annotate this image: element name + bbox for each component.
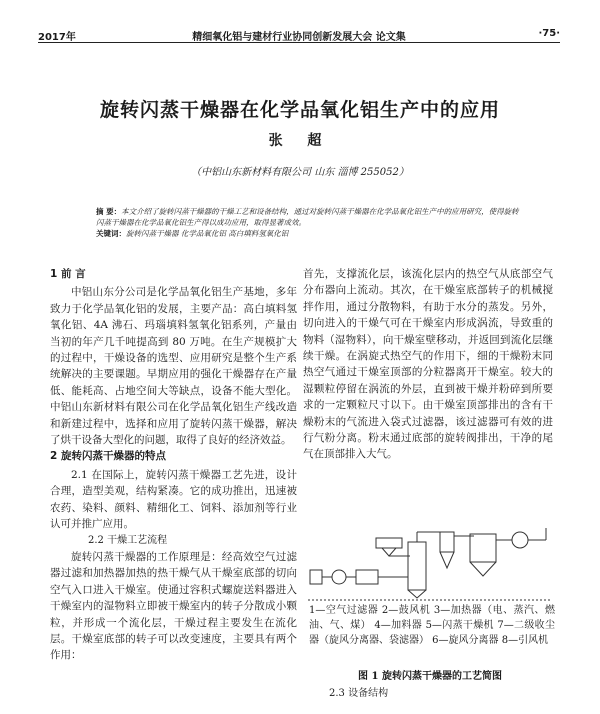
abstract-label: 摘 要： [96, 207, 122, 216]
paper-title: 旋转闪蒸干燥器在化学品氧化铝生产中的应用 [99, 99, 500, 121]
left-column [50, 266, 297, 664]
abstract-paragraph [96, 206, 520, 228]
right-column-paragraph: 首先，支撑流化层，该流化层内的热空气从底部空气分布器向上流动。其次，在干燥室底部转子的机械搅拌作用，通过分散物料，有助于水分的蒸发。另外，切向进入的干燥气可在干燥室内形成涡流，导致重的物料（湿物料），向干燥室壁移动，并返回到流化层继续干燥。在涡旋式热空气的作用下，细的干燥粉末同热空气通过干燥室顶部的分粒器离开干燥室。较大的湿颗粒停留在涡流的外层，直到被干燥并粉碎到所要求的一定颗粒尺寸以下。由干燥室顶部排出的含有干燥粉末的气流进入袋式过滤器，该过滤器可有效的进行气粉分离。粉末通过底部的旋转阀排出，干净的尾气在顶部排入大气。 [303, 268, 553, 461]
figure-caption: 图 1 旋转闪蒸干燥器的工艺简图 [358, 671, 502, 682]
affiliation: （中铝山东新材料有限公司 山东 淄博 255052） [191, 167, 409, 178]
header-year: 2017年 [38, 32, 76, 43]
feeder-shape [376, 538, 402, 548]
header-rule [38, 42, 560, 43]
air-filter-shape [310, 570, 322, 584]
section-1-heading: 1 前 言 [50, 268, 86, 280]
header-proceedings: 精细氧化铝与建材行业协同创新发展大会 论文集 [192, 32, 406, 43]
flash-dryer-shape [408, 542, 426, 590]
right-column [303, 266, 553, 463]
cyclone-shape [440, 532, 454, 552]
secondary-collector-shape [470, 534, 496, 562]
section-2-2-heading: 2.2 干燥工艺流程 [88, 534, 168, 546]
blower-shape [332, 570, 346, 584]
keywords-text: 旋转闪蒸干燥器 化学品氧化铝 高白填料氢氧化铝 [126, 229, 289, 238]
section-1-paragraph: 中铝山东分公司是化学品氧化铝生产基地，多年致力于化学品氧化铝的发展，主要产品：高白填料氢氧化铝、4A 沸石、玛瑙填料氢氧化铝系列，产量由当初的年产几千吨提高到 80 万吨。在生产规模扩大的过程中，干燥设备的选型、应用研究是整个生产系统解决的主要课题。早期应用的强化干燥器存在产量低、能耗高、占地空间大等缺点，设备不能大型化。中铝山东新材料有限公司在化学品氧化铝生产线改造和新建过程中，选择和应用了旋转闪蒸干燥器，解决了烘干设备大型化的问题，取得了良好的经济效益。 [50, 286, 297, 447]
section-2-1-paragraph: 2.1 在国际上，旋转闪蒸干燥器工艺先进，设计合理，造型美观，结构紧凑。它的成功推出，迅速被农药、染料、颜料、精细化工、饲料、添加剂等行业认可并推广应用。 [50, 468, 297, 531]
induced-fan-shape [512, 532, 528, 548]
figure-legend: 1—空气过滤器 2—鼓风机 3—加热器（电、蒸汽、燃油、气、煤） 4—加料器 5—闪蒸干燥机 7—二级收尘器（旋风分离器、袋滤器） 6—旋风分离器 8—引风机 [309, 605, 555, 646]
abstract-block [96, 206, 520, 239]
section-2-3-heading: 2.3 设备结构 [329, 688, 389, 699]
process-flow-diagram [306, 526, 552, 602]
section-2-2-paragraph: 旋转闪蒸干燥器的工作原理是：经高效空气过滤器过滤和加热器加热的热干燥气从干燥室底部的切向空气入口进入干燥室。使通过容积式螺旋送料器进入干燥室内的湿物料立即被干燥室内的转子分散成小颗粒，并形成一个流化层，干燥过程主要发生在流化层。干燥室底部的转子可以改变速度，主要具有两个作用： [50, 550, 297, 662]
keywords-label: 关键词： [96, 229, 126, 238]
keywords-paragraph [96, 228, 520, 239]
abstract-text: 本文介绍了旋转闪蒸干燥器的干燥工艺和设备结构，通过对旋转闪蒸干燥器在化学品氧化铝生产中的应用研究，使得旋转闪蒸干燥器在化学品氧化铝生产得以成功应用，取得显著成效。 [96, 207, 519, 227]
section-2-heading: 2 旋转闪蒸干燥器的特点 [50, 450, 166, 463]
header-page-number: ·75· [538, 28, 560, 39]
author-name: 张 超 [268, 133, 332, 149]
heater-shape [356, 570, 378, 584]
